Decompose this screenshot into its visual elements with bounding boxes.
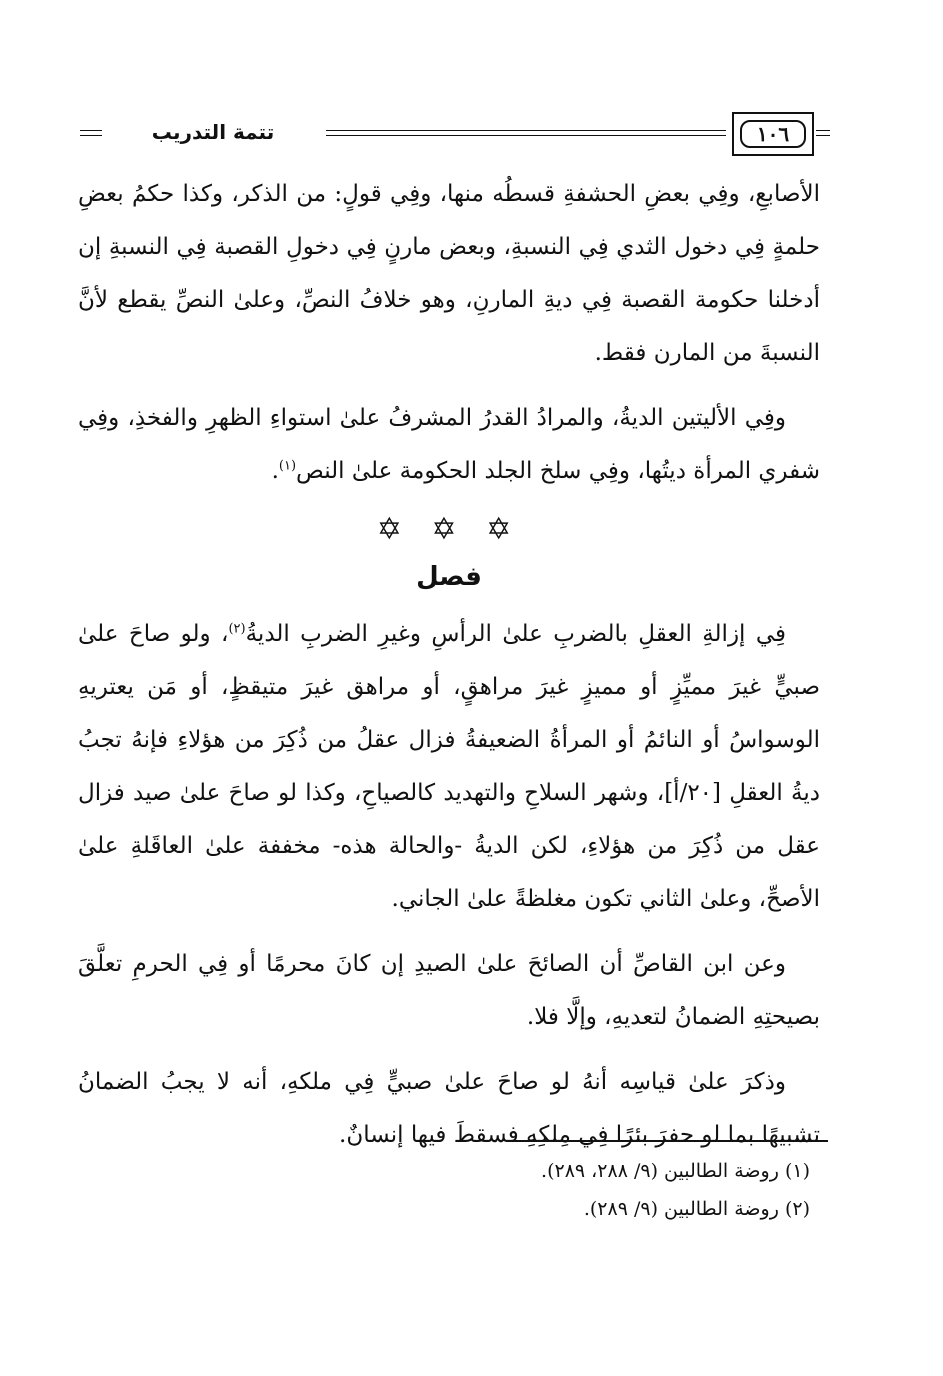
section-separator-stars-icon: ✡ ✡ ✡ — [376, 512, 522, 547]
paragraph-text: وفِي الأليتين الديةُ، والمرادُ القدرُ المشرفُ علىٰ استواءِ الظهرِ والفخذِ، وفِي شفري المرأة ديتُها، وفِي سلخ الجلد الحكومة علىٰ النص — [78, 405, 820, 484]
paragraph — [78, 608, 820, 926]
header-rule-left — [80, 130, 102, 136]
section-heading: فصل — [416, 562, 482, 592]
footnote-item: (١) روضة الطالبين (٩/ ٢٨٨، ٢٨٩). — [541, 1160, 810, 1182]
page-number: ١٠٦ — [740, 120, 806, 148]
paragraph-text: الأصابعِ، وفِي بعضِ الحشفةِ قسطُه منها، وفِي قولٍ: من الذكر، وكذا حكمُ بعضِ حلمةٍ فِي دخول الثدي فِي النسبةِ، وبعض مارنٍ فِي دخولِ القصبة فِي النسبةِ إن أدخلنا حكومة القصبة فِي ديةِ المارنِ، وهو خلافُ النصِّ، وعلىٰ النصِّ يقطع لأنَّ النسبةَ من المارن فقط. — [78, 181, 820, 366]
page-number-frame — [732, 112, 814, 156]
header-rule-middle — [326, 130, 726, 136]
paragraph — [78, 938, 820, 1044]
footnote-divider — [510, 1140, 828, 1142]
main-text — [78, 168, 820, 1174]
paragraph-text: وعن ابن القاصِّ أن الصائحَ علىٰ الصيدِ إن كانَ محرمًا أو فِي الحرمِ تعلَّقَ بصيحتِهِ الضمانُ لتعديهِ، وإلَّا فلا. — [78, 951, 820, 1030]
footnote-item: (٢) روضة الطالبين (٩/ ٢٨٩). — [583, 1198, 810, 1220]
footnote-reference[interactable]: (٢) — [228, 621, 246, 637]
page-header — [80, 110, 830, 162]
footnotes — [80, 1152, 810, 1228]
header-rule-right — [816, 130, 830, 136]
footnote-reference[interactable]: (١) — [278, 458, 297, 474]
paragraph-text-tail: ، ولو صاحَ علىٰ صبيٍّ غيرَ مميِّزٍ أو مميزٍ غيرَ مراهقٍ، أو مراهق غيرَ متيقظٍ، أو مَن يعتريهِ الوسواسُ أو النائمُ أو المرأةُ الضعيفةُ فزال عقلُ من ذُكِرَ من هؤلاءِ فإنهُ تجبُ ديةُ العقلِ [٢٠/أ]، وشهر السلاحِ والتهديد كالصياحِ، وكذا لو صاحَ علىٰ صيد فزال عقل من ذُكِرَ من هؤلاءِ، لكن الديةُ -والحالة هذه- مخففة علىٰ العاقَلةِ علىٰ الأصحِّ، وعلىٰ الثاني تكون مغلظةً علىٰ الجاني. — [78, 621, 820, 912]
paragraph-text-tail: . — [271, 458, 279, 484]
running-title: تتمة التدريب — [151, 120, 275, 144]
paragraph-text: وذكرَ علىٰ قياسِه أنهُ لو صاحَ علىٰ صبيٍّ فِي ملكهِ، أنه لا يجبُ الضمانُ تشبيهًا بما لو حفرَ بئرًا فِي مِلكِهِ فسقطَ فيها إنسانٌ. — [78, 1069, 820, 1148]
paragraph — [78, 168, 820, 380]
paragraph — [78, 392, 820, 498]
paragraph-text: فِي إزالةِ العقلِ بالضربِ علىٰ الرأسِ وغيرِ الضربِ الديةُ — [245, 621, 786, 647]
paragraph — [78, 1056, 820, 1162]
